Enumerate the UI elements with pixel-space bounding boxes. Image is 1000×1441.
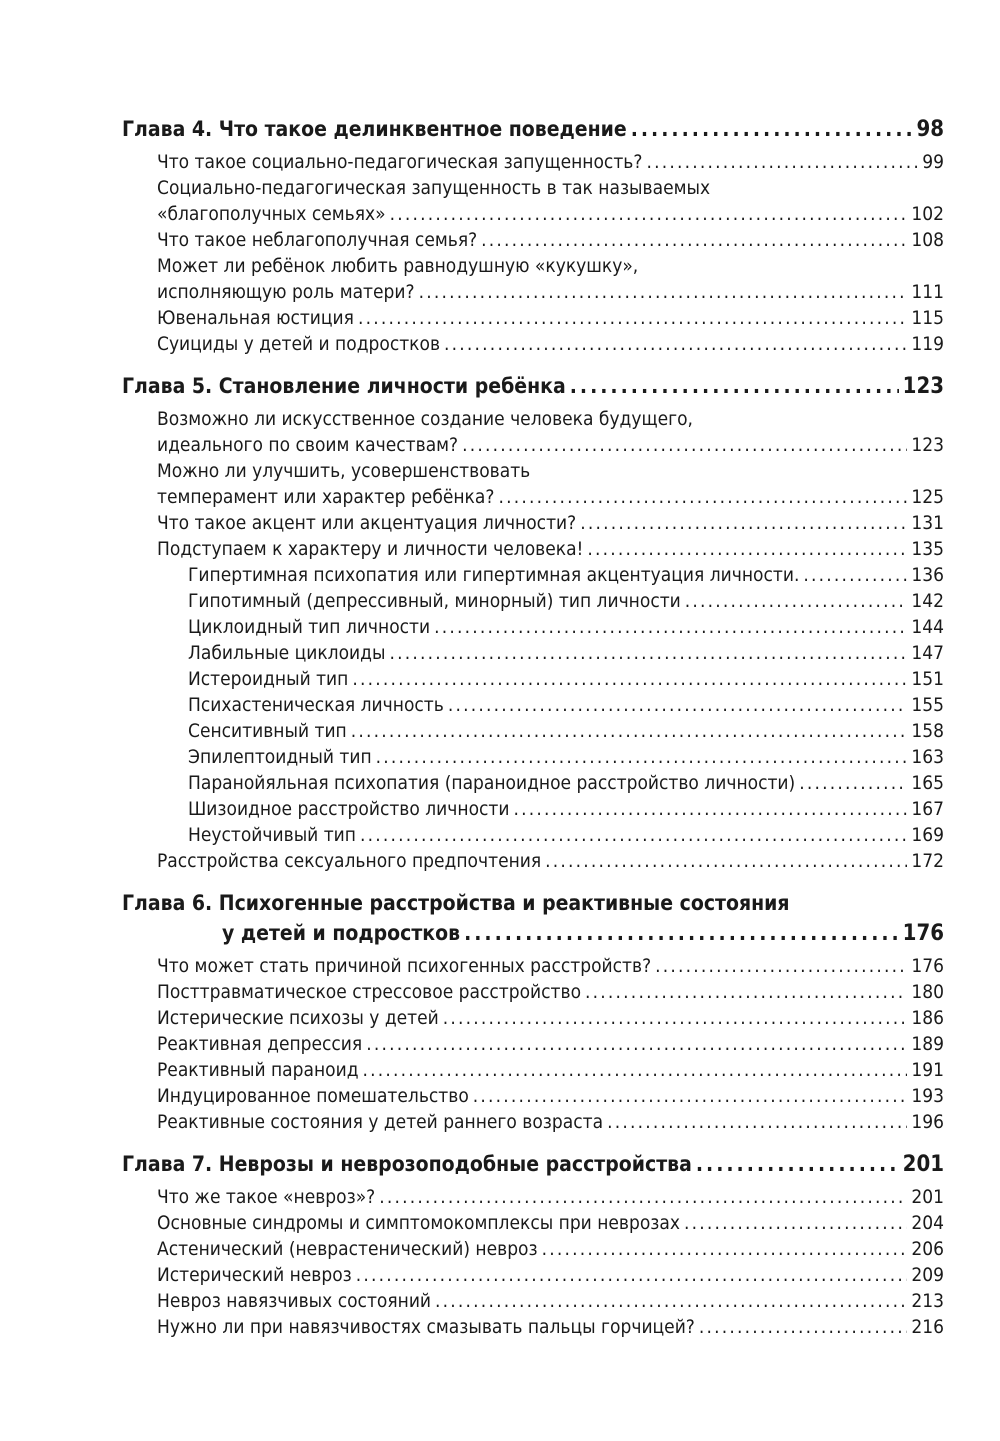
page-number: 115: [911, 307, 944, 329]
entry-title: Паранойяльная психопатия (параноидное расстройство личности): [188, 772, 796, 794]
entry-title: Индуцированное помешательство: [157, 1085, 469, 1107]
entry-title: Астенический (неврастенический) невроз: [157, 1238, 538, 1260]
page-number: 186: [911, 1007, 944, 1029]
toc-subentry[interactable]: [122, 796, 944, 822]
dot-leader: [545, 848, 907, 874]
entry-title: Невроз навязчивых состояний: [157, 1290, 432, 1312]
toc-entry[interactable]: [122, 848, 944, 874]
page-number: 108: [911, 229, 944, 251]
entry-title-line: Социально-педагогическая запущенность в так называемых: [157, 177, 711, 199]
toc-entry[interactable]: [122, 1057, 944, 1083]
chapter-entries: [122, 406, 944, 874]
page-number: 213: [911, 1290, 944, 1312]
toc-entry[interactable]: [122, 1210, 944, 1236]
page-number: 201: [911, 1186, 944, 1208]
dot-leader: [799, 770, 907, 796]
dot-leader: [699, 1314, 907, 1340]
dot-leader: [696, 1149, 899, 1179]
page-number: 142: [911, 590, 944, 612]
entry-title-line: Возможно ли искусственное создание человека будущего,: [157, 408, 693, 430]
entry-title: Расстройства сексуального предпочтения: [157, 850, 542, 872]
page-number: 119: [911, 333, 944, 355]
entry-title: Глава 4. Что такое делинквентное поведение: [122, 117, 627, 141]
chapter-heading-line: Глава 6. Психогенные расстройства и реактивные состояния: [122, 891, 790, 915]
toc-entry[interactable]: [122, 227, 944, 253]
toc-entry[interactable]: [122, 279, 944, 305]
toc-subentry[interactable]: [122, 614, 944, 640]
page-number: 167: [911, 798, 944, 820]
page-number: 196: [911, 1111, 944, 1133]
entry-title: Основные синдромы и симптомокомплексы при неврозах: [157, 1212, 680, 1234]
toc-entry[interactable]: [122, 953, 944, 979]
dot-leader: [803, 562, 907, 588]
dot-leader: [587, 536, 907, 562]
entry-title: Подступаем к характеру и личности человека!: [157, 538, 584, 560]
toc-subentry[interactable]: [122, 562, 944, 588]
entry-title: Что же такое «невроз»?: [157, 1186, 376, 1208]
toc-entry[interactable]: [122, 1031, 944, 1057]
page-number: 98: [916, 117, 944, 142]
entry-title: Циклоидный тип личности: [188, 616, 431, 638]
toc-entry[interactable]: [122, 331, 944, 357]
page-number: 172: [911, 850, 944, 872]
page-number: 206: [911, 1238, 944, 1260]
page-number: 189: [911, 1033, 944, 1055]
chapter-heading[interactable]: [122, 918, 944, 949]
dot-leader: [580, 510, 907, 536]
dot-leader: [631, 114, 913, 144]
entry-title: Что такое акцент или акцентуация личности?: [157, 512, 577, 534]
dot-leader: [419, 279, 908, 305]
dot-leader: [389, 640, 907, 666]
page-number: 176: [902, 921, 944, 946]
page-number: 191: [911, 1059, 944, 1081]
toc-entry[interactable]: [122, 1005, 944, 1031]
toc-entry[interactable]: [122, 510, 944, 536]
entry-title: Истероидный тип: [188, 668, 349, 690]
entry-title: Что такое социально-педагогическая запущенность?: [157, 151, 643, 173]
dot-leader: [498, 484, 907, 510]
page-number: 131: [911, 512, 944, 534]
entry-title: «благополучных семьях»: [157, 203, 386, 225]
chapter-entries: [122, 149, 944, 357]
chapter-heading[interactable]: [122, 371, 944, 402]
dot-leader: [358, 305, 907, 331]
entry-title: Неустойчивый тип: [188, 824, 356, 846]
dot-leader: [570, 371, 899, 401]
entry-title: Что может стать причиной психогенных расстройств?: [157, 955, 652, 977]
dot-leader: [360, 822, 907, 848]
entry-title: темперамент или характер ребёнка?: [157, 486, 495, 508]
table-of-contents: [122, 114, 944, 1346]
entry-title: Суициды у детей и подростков: [157, 333, 441, 355]
page-number: 201: [902, 1152, 944, 1177]
entry-title-line: Можно ли улучшить, усовершенствовать: [157, 460, 531, 482]
toc-entry[interactable]: [122, 1184, 944, 1210]
toc-subentry[interactable]: [122, 744, 944, 770]
entry-title: у детей и подростков: [222, 921, 461, 945]
entry-title: Посттравматическое стрессовое расстройство: [157, 981, 582, 1003]
entry-title: Реактивная депрессия: [157, 1033, 363, 1055]
toc-entry[interactable]: [122, 1314, 944, 1340]
toc-entry[interactable]: [122, 536, 944, 562]
toc-entry[interactable]: [122, 1236, 944, 1262]
page-number: 163: [911, 746, 944, 768]
dot-leader: [366, 1031, 907, 1057]
dot-leader: [481, 227, 907, 253]
entry-title: Истерические психозы у детей: [157, 1007, 439, 1029]
chapter-heading[interactable]: [122, 114, 944, 145]
entry-title: Сенситивный тип: [188, 720, 347, 742]
page-number: 125: [911, 486, 944, 508]
page-number: 135: [911, 538, 944, 560]
toc-subentry[interactable]: [122, 666, 944, 692]
page-number: 193: [911, 1085, 944, 1107]
entry-title: Реактивный параноид: [157, 1059, 359, 1081]
entry-title: Нужно ли при навязчивостях смазывать пальцы горчицей?: [157, 1316, 695, 1338]
toc-entry[interactable]: [122, 979, 944, 1005]
entry-title: Психастеническая личность: [188, 694, 444, 716]
entry-title: Лабильные циклоиды: [188, 642, 386, 664]
toc-subentry[interactable]: [122, 588, 944, 614]
entry-title: Реактивные состояния у детей раннего возраста: [157, 1111, 604, 1133]
dot-leader: [655, 953, 907, 979]
dot-leader: [379, 1184, 907, 1210]
dot-leader: [646, 149, 918, 175]
page-number: 209: [911, 1264, 944, 1286]
dot-leader: [684, 1210, 907, 1236]
dot-leader: [434, 614, 907, 640]
toc-entry[interactable]: [122, 1083, 944, 1109]
toc-subentry[interactable]: [122, 770, 944, 796]
page-number: 111: [911, 281, 944, 303]
page-number: 176: [911, 955, 944, 977]
dot-leader: [607, 1109, 907, 1135]
dot-leader: [464, 918, 899, 948]
toc-subentry[interactable]: [122, 692, 944, 718]
toc-subentry[interactable]: [122, 822, 944, 848]
page-number: 216: [911, 1316, 944, 1338]
page-number: 169: [911, 824, 944, 846]
entry-title: Гипотимный (депрессивный, минорный) тип личности: [188, 590, 681, 612]
page-number: 155: [911, 694, 944, 716]
page-number: 151: [911, 668, 944, 690]
entry-title: Эпилептоидный тип: [188, 746, 372, 768]
page-number: 123: [902, 374, 944, 399]
entry-title-line: Может ли ребёнок любить равнодушную «кукушку»,: [157, 255, 639, 277]
dot-leader: [542, 1236, 908, 1262]
entry-title: Шизоидное расстройство личности: [188, 798, 510, 820]
chapter-entries: [122, 953, 944, 1135]
toc-entry[interactable]: [122, 484, 944, 510]
dot-leader: [351, 718, 908, 744]
page-number: 165: [911, 772, 944, 794]
dot-leader: [356, 1262, 908, 1288]
page-number: 147: [911, 642, 944, 664]
dot-leader: [444, 331, 907, 357]
page-number: 123: [911, 434, 944, 456]
toc-subentry[interactable]: [122, 640, 944, 666]
dot-leader: [376, 744, 908, 770]
page-number: 158: [911, 720, 944, 742]
page-number: 102: [911, 203, 944, 225]
entry-title: Что такое неблагополучная семья?: [157, 229, 478, 251]
entry-title: Истерический невроз: [157, 1264, 352, 1286]
toc-entry[interactable]: [122, 1109, 944, 1135]
dot-leader: [435, 1288, 907, 1314]
toc-entry[interactable]: [122, 305, 944, 331]
page-number: 204: [911, 1212, 944, 1234]
toc-entry[interactable]: [122, 1262, 944, 1288]
chapter-entries: [122, 1184, 944, 1340]
page-number: 144: [911, 616, 944, 638]
dot-leader: [443, 1005, 908, 1031]
entry-title: Глава 5. Становление личности ребёнка: [122, 374, 566, 398]
toc-subentry[interactable]: [122, 718, 944, 744]
dot-leader: [390, 201, 908, 227]
page-number: 180: [911, 981, 944, 1003]
dot-leader: [513, 796, 907, 822]
toc-entry[interactable]: [122, 149, 944, 175]
toc-entry[interactable]: [122, 201, 944, 227]
entry-title: исполняющую роль матери?: [157, 281, 415, 303]
dot-leader: [352, 666, 907, 692]
entry-title: Гипертимная психопатия или гипертимная акцентуация личности.: [188, 564, 800, 586]
page-number: 99: [922, 151, 944, 173]
page-number: 136: [911, 564, 944, 586]
entry-title: идеального по своим качествам?: [157, 434, 459, 456]
toc-entry[interactable]: [122, 432, 944, 458]
dot-leader: [462, 432, 907, 458]
dot-leader: [685, 588, 908, 614]
dot-leader: [585, 979, 907, 1005]
dot-leader: [448, 692, 908, 718]
entry-title: Глава 7. Неврозы и неврозоподобные расстройства: [122, 1152, 692, 1176]
entry-title: Ювенальная юстиция: [157, 307, 354, 329]
dot-leader: [363, 1057, 908, 1083]
toc-entry[interactable]: [122, 1288, 944, 1314]
dot-leader: [473, 1083, 908, 1109]
chapter-heading[interactable]: [122, 1149, 944, 1180]
